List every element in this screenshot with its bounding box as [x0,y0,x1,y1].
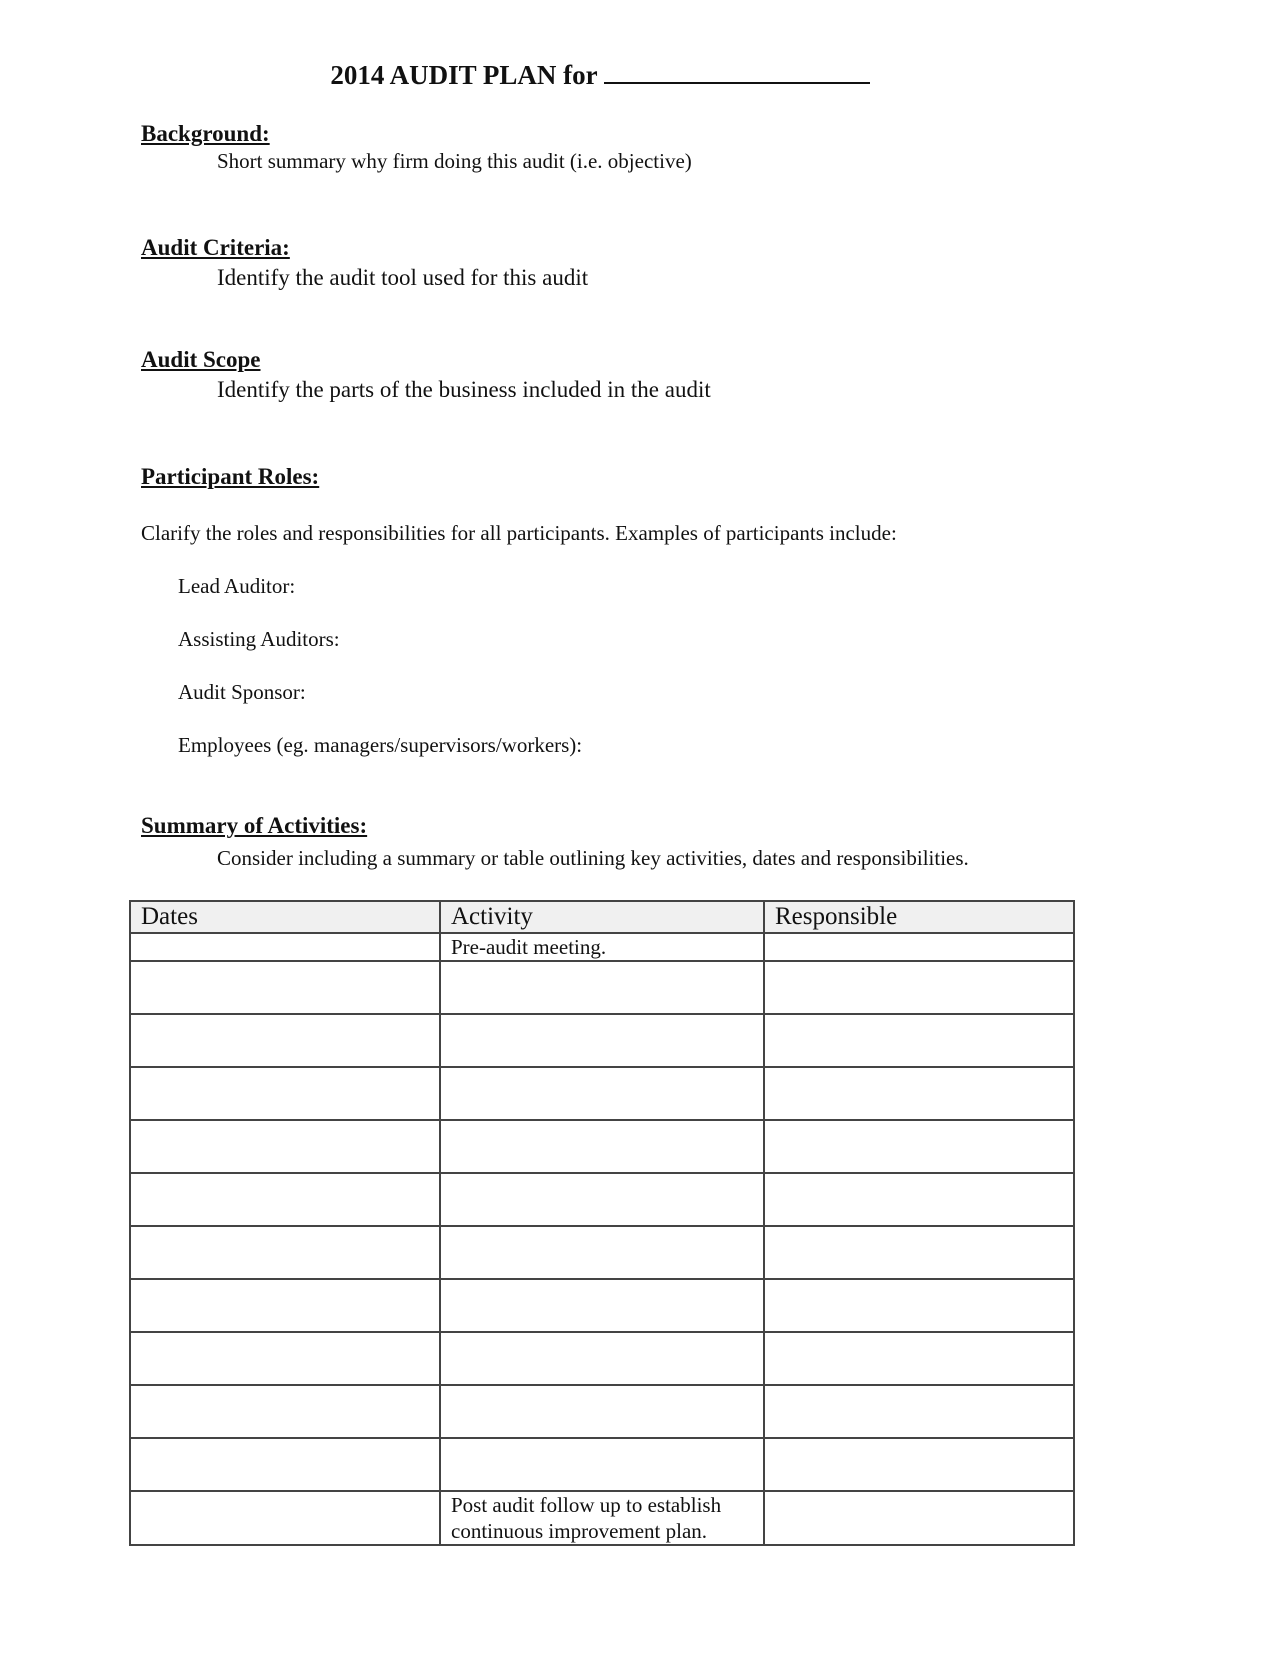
table-row [130,1385,1074,1438]
table-cell-activity[interactable]: Pre-audit meeting. [440,933,764,961]
table-cell-activity[interactable]: Post audit follow up to establish continuous improvement plan. [440,1491,764,1545]
table-cell-activity[interactable] [440,1173,764,1226]
table-cell-dates[interactable] [130,1438,440,1491]
table-cell-responsible[interactable] [764,1438,1074,1491]
table-row [130,1491,1074,1545]
table-row [130,1120,1074,1173]
table-cell-dates[interactable] [130,1491,440,1545]
table-header-row [130,901,1074,933]
table-cell-activity[interactable] [440,1014,764,1067]
role-employees: Employees (eg. managers/supervisors/workers): [178,733,583,757]
table-cell-dates[interactable] [130,1332,440,1385]
table-cell-responsible[interactable] [764,1226,1074,1279]
table-row [130,1279,1074,1332]
table-cell-responsible[interactable] [764,1385,1074,1438]
table-cell-activity[interactable] [440,1067,764,1120]
background-text: Short summary why firm doing this audit (i.e. objective) [217,149,692,173]
table-row [130,1173,1074,1226]
table-cell-dates[interactable] [130,1279,440,1332]
background-heading: Background: [141,121,270,146]
table-row [130,1014,1074,1067]
summary-text: Consider including a summary or table outlining key activities, dates and responsibilities. [217,846,969,870]
table-row [130,1226,1074,1279]
table-cell-activity[interactable] [440,1332,764,1385]
table-cell-dates[interactable] [130,1067,440,1120]
table-cell-responsible[interactable] [764,1120,1074,1173]
document-title [0,58,1200,92]
scope-heading: Audit Scope [141,347,261,372]
table-cell-responsible[interactable] [764,1067,1074,1120]
criteria-text: Identify the audit tool used for this audit [217,265,589,290]
header-responsible: Responsible [764,901,1074,933]
table-cell-activity[interactable] [440,1438,764,1491]
table-cell-dates[interactable] [130,961,440,1014]
table-row [130,1067,1074,1120]
table-cell-responsible[interactable] [764,1173,1074,1226]
table-cell-dates[interactable] [130,1226,440,1279]
table-cell-activity[interactable] [440,1120,764,1173]
table-cell-activity[interactable] [440,1385,764,1438]
table-cell-responsible[interactable] [764,961,1074,1014]
table-cell-dates[interactable] [130,1385,440,1438]
table-cell-activity[interactable] [440,1279,764,1332]
table-row [130,1438,1074,1491]
header-dates: Dates [130,901,440,933]
table-cell-dates[interactable] [130,1173,440,1226]
scope-text: Identify the parts of the business included in the audit [217,377,711,402]
header-activity: Activity [440,901,764,933]
table-cell-responsible[interactable] [764,1491,1074,1545]
document-title-text: 2014 AUDIT PLAN for [330,60,598,90]
roles-intro: Clarify the roles and responsibilities for all participants. Examples of participants include: [141,521,897,545]
role-assisting-auditors: Assisting Auditors: [178,627,340,651]
table-cell-responsible[interactable] [764,1014,1074,1067]
role-audit-sponsor: Audit Sponsor: [178,680,306,704]
role-lead-auditor: Lead Auditor: [178,574,296,598]
table-cell-responsible[interactable] [764,1332,1074,1385]
table-cell-dates[interactable] [130,933,440,961]
table-cell-activity[interactable] [440,961,764,1014]
table-cell-responsible[interactable] [764,933,1074,961]
roles-heading: Participant Roles: [141,464,320,489]
table-cell-responsible[interactable] [764,1279,1074,1332]
criteria-heading: Audit Criteria: [141,235,290,260]
title-blank-line [604,58,870,84]
table-cell-activity[interactable] [440,1226,764,1279]
table-cell-dates[interactable] [130,1014,440,1067]
table-row [130,933,1074,961]
summary-heading: Summary of Activities: [141,813,368,838]
table-cell-dates[interactable] [130,1120,440,1173]
table-row [130,961,1074,1014]
activities-table [129,900,1075,1546]
table-row [130,1332,1074,1385]
